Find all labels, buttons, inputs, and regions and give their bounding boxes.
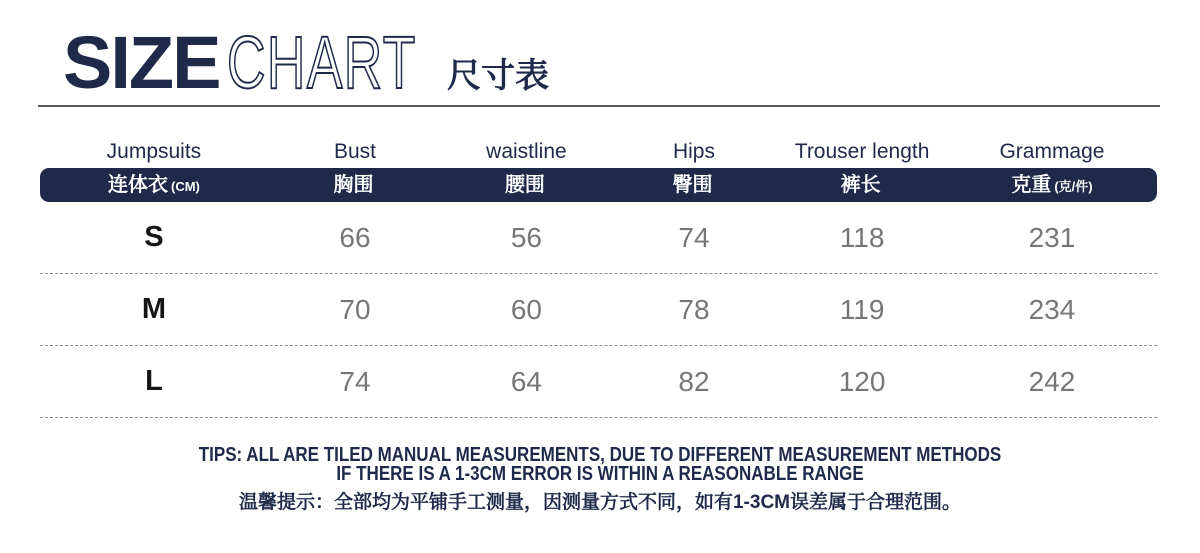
- cn-unit-suffix: (CM): [170, 179, 200, 194]
- cn-label: 臀围: [672, 174, 713, 196]
- table-row-m: [40, 274, 1157, 346]
- title-chart-word: CHART: [227, 21, 418, 104]
- column-header-bust: Bust: [333, 139, 376, 163]
- column-header-waistline: waistline: [486, 139, 567, 163]
- table-header-english: [40, 134, 1157, 168]
- trouser-length-value: 119: [839, 293, 885, 325]
- grammage-value: 231: [1028, 221, 1076, 253]
- column-header-cn-grammage: [947, 175, 1157, 195]
- column-header-cn-hips: [611, 175, 777, 195]
- cn-label: 连体衣: [107, 174, 168, 196]
- cn-label: 裤长: [840, 174, 881, 196]
- trouser-length-value: 118: [839, 221, 885, 253]
- waistline-value: 64: [510, 365, 543, 397]
- size-label: L: [145, 365, 163, 397]
- hips-value: 82: [678, 365, 710, 397]
- column-header-cn-bust: [268, 175, 442, 195]
- tips-chinese: 温馨提示：全部均为平铺手工测量，因测量方式不同，如有1-3CM误差属于合理范围。: [238, 492, 961, 513]
- measurement-tips: [0, 446, 1200, 514]
- column-header-jumpsuits: Jumpsuits: [106, 139, 202, 163]
- page-title: [63, 21, 550, 104]
- table-row-s: [40, 202, 1157, 274]
- cn-label: 腰围: [504, 174, 545, 196]
- trouser-length-value: 120: [838, 365, 886, 397]
- column-header-trouser-length: Trouser length: [794, 139, 930, 163]
- bust-value: 66: [339, 221, 371, 253]
- column-header-grammage: Grammage: [999, 139, 1105, 163]
- waistline-value: 56: [510, 221, 543, 253]
- title-chinese: 尺寸表: [447, 57, 550, 95]
- cn-label: 克重: [1011, 174, 1052, 196]
- grammage-value: 234: [1028, 293, 1076, 325]
- cn-label: 胸围: [333, 174, 374, 196]
- hips-value: 74: [678, 221, 710, 253]
- size-label: S: [144, 221, 164, 253]
- title-size-word: SIZE: [63, 21, 220, 104]
- column-header-cn-waistline: [442, 175, 611, 195]
- title-divider: [38, 105, 1160, 107]
- tips-english-line1: TIPS: ALL ARE TILED MANUAL MEASUREMENTS, DUE TO DIFFERENT MEASUREMENT METHODS: [198, 444, 1002, 466]
- column-header-cn-jumpsuits: [40, 175, 268, 195]
- waistline-value: 60: [510, 293, 543, 325]
- bust-value: 74: [339, 365, 371, 397]
- grammage-value: 242: [1028, 365, 1076, 397]
- tips-english-line2: IF THERE IS A 1-3CM ERROR IS WITHIN A REASONABLE RANGE: [336, 463, 864, 485]
- cn-unit-suffix: (克/件): [1054, 179, 1093, 194]
- size-table: [40, 134, 1157, 418]
- hips-value: 78: [678, 293, 710, 325]
- table-row-l: [40, 346, 1157, 418]
- size-label: M: [141, 293, 167, 325]
- column-header-cn-trouser-length: [777, 175, 947, 195]
- column-header-hips: Hips: [672, 139, 715, 163]
- bust-value: 70: [339, 293, 371, 325]
- table-header-chinese: [40, 168, 1157, 202]
